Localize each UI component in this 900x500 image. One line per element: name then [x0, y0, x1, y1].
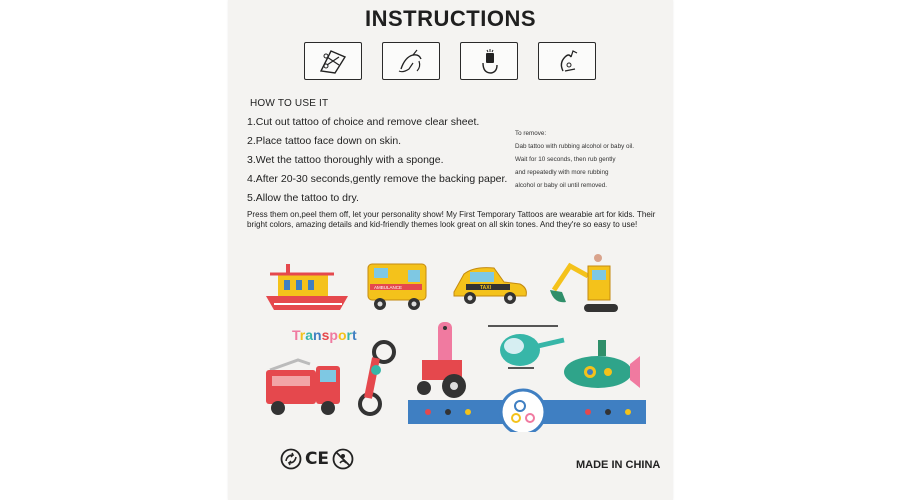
removal-instructions [515, 130, 670, 195]
transport-label: Transport [292, 327, 357, 343]
tattoo-artwork [258, 252, 658, 432]
sponge-wet-icon [460, 42, 518, 80]
taxi-tattoo [454, 268, 526, 304]
recycle-icon [280, 448, 302, 470]
instructions-title: INSTRUCTIONS [365, 6, 536, 31]
steps-list [247, 116, 507, 211]
tractor-tattoo [417, 322, 466, 398]
step-4: 4.After 20-30 seconds,gently remove the backing paper. [247, 173, 508, 185]
excavator-tattoo [550, 254, 618, 312]
product-description: Press them on,peel them off, let your personality show! My First Temporary Tattoos are wearabie art for kids. Their bright colors, amazing details and kid-friendly themes look great on all skin tones. And they're so easy to use! [247, 210, 656, 229]
step-2: 2.Place tattoo face down on skin. [247, 135, 402, 147]
motorcycle-tattoo [360, 342, 394, 414]
step-5: 5.Allow the tattoo to dry. [247, 192, 359, 204]
ambulance-tattoo [368, 264, 426, 310]
submarine-tattoo [564, 340, 640, 388]
scissors-cut-icon [304, 42, 362, 80]
removal-line: Dab tattoo with rubbing alcohol or baby oil. [515, 143, 635, 150]
removal-line: alcohol or baby oil until removed. [515, 182, 608, 189]
removal-line: and repeatedly with more rubbing [515, 169, 609, 176]
ce-mark-icon: CE [304, 449, 330, 469]
taxi-label: TAXI [480, 285, 492, 291]
peel-film-icon [382, 42, 440, 80]
removal-line: Wait for 10 seconds, then rub gently [515, 156, 616, 163]
helicopter-tattoo [488, 326, 564, 368]
no-under-3-icon [332, 448, 354, 470]
how-to-heading: HOW TO USE IT [250, 98, 329, 109]
ambulance-label: AMBULANCE [374, 285, 403, 290]
step-3: 3.Wet the tattoo thoroughly with a sponge. [247, 154, 444, 166]
step-1: 1.Cut out tattoo of choice and remove clear sheet. [247, 116, 480, 128]
removal-line: To remove: [515, 130, 547, 137]
step-icons [304, 42, 596, 80]
boat-tattoo [266, 264, 348, 310]
instruction-card [228, 0, 673, 500]
footer-icons [280, 448, 354, 470]
made-in-label: MADE IN CHINA [576, 459, 661, 471]
watch-tattoo [408, 390, 646, 432]
fire-truck-tattoo [266, 360, 340, 415]
peel-backing-icon [538, 42, 596, 80]
